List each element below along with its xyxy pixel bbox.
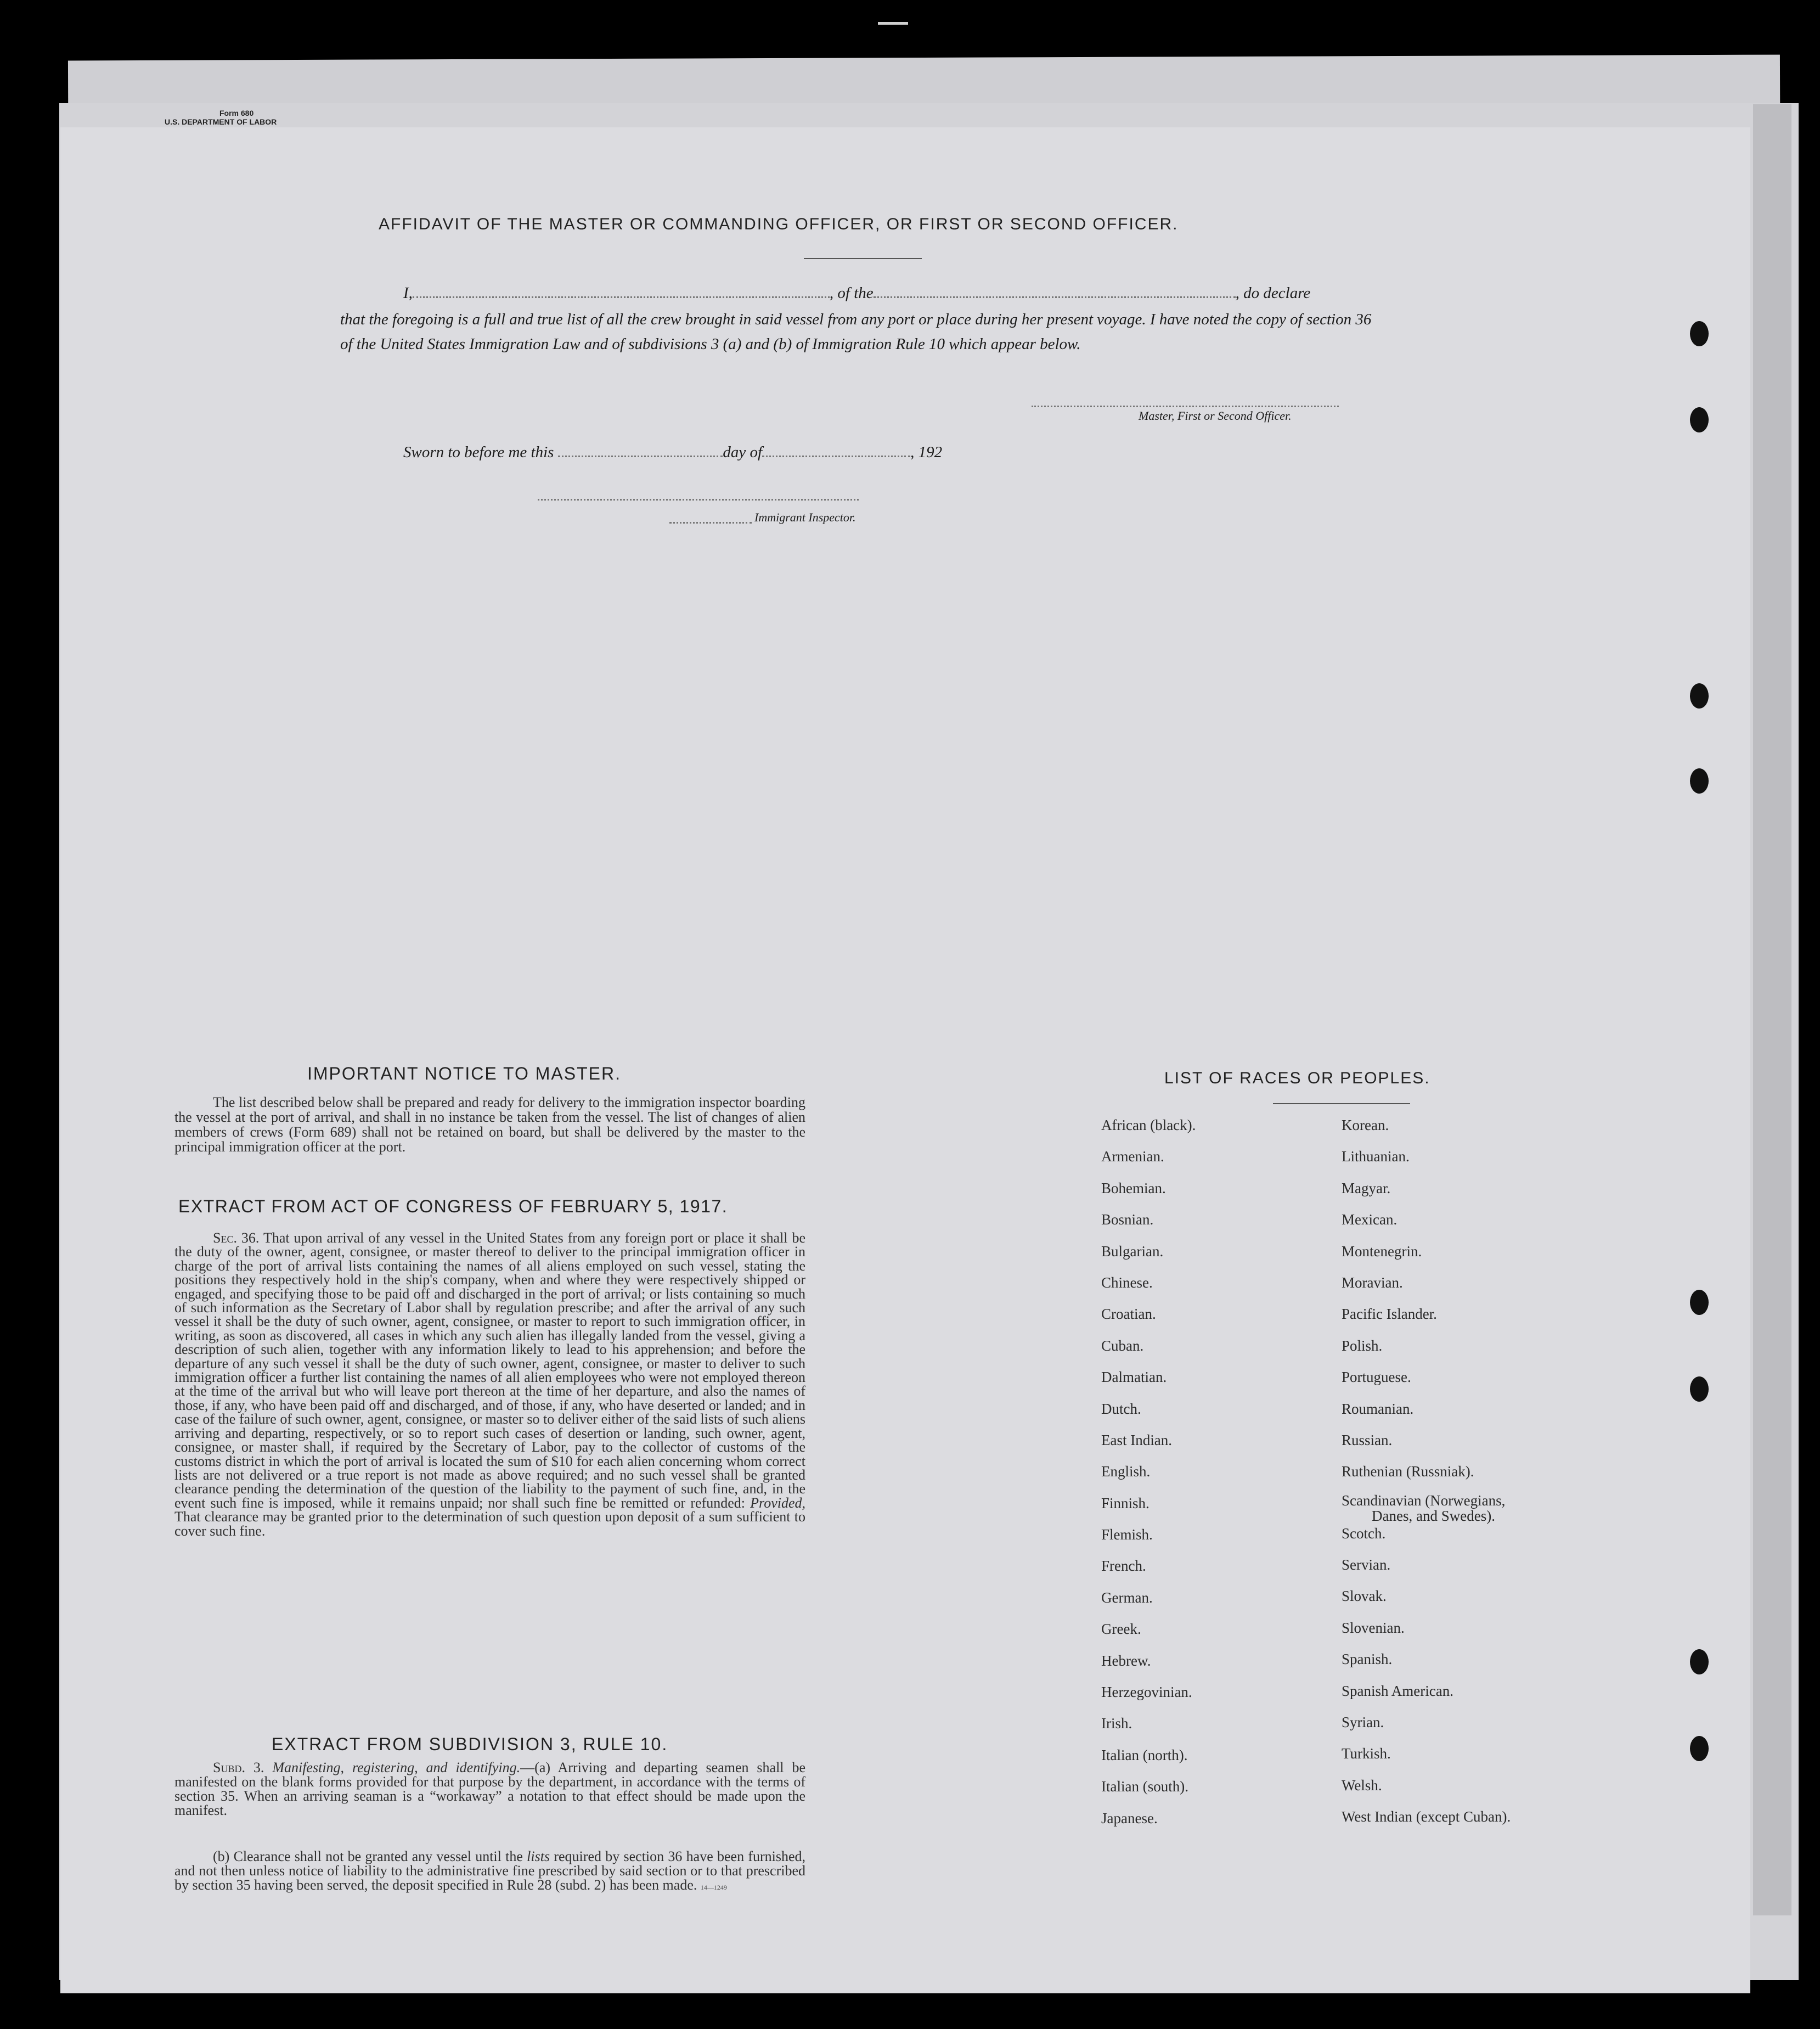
race-item: Pacific Islander. (1342, 1306, 1437, 1323)
race-item: Italian (south). (1101, 1778, 1188, 1795)
race-item: Bosnian. (1101, 1211, 1154, 1228)
sworn-day-field[interactable] (558, 455, 723, 457)
race-item: French. (1101, 1558, 1146, 1575)
page-edge (1753, 104, 1791, 1915)
race-item: Dutch. (1101, 1400, 1141, 1417)
subd-para-a: —(a) Arriving and departing seamen shall be manifested on the blank forms provided for that purpose by the department, in accordance with the terms of section 35. When an arriving seaman is a “workaway” a notation to that effect should be made upon the manifest. (174, 1760, 805, 1818)
punch-hole (1690, 321, 1709, 346)
race-item: Roumanian. (1342, 1400, 1414, 1417)
race-item: Turkish. (1342, 1745, 1391, 1762)
races-title-rule (1273, 1103, 1410, 1104)
race-item: Moravian. (1342, 1274, 1403, 1291)
race-item: Slovenian. (1342, 1619, 1405, 1636)
department-label: U.S. DEPARTMENT OF LABOR (165, 117, 277, 126)
subd-para-b-prefix: (b) Clearance shall not be granted any vessel until the (213, 1848, 523, 1864)
race-item: Mexican. (1342, 1211, 1398, 1228)
sworn-day-label: day of (723, 443, 763, 461)
race-item: Hebrew. (1101, 1652, 1151, 1669)
race-item: English. (1101, 1463, 1151, 1480)
inspector-label: Immigrant Inspector. (754, 510, 856, 524)
form-number: Form 680 (219, 109, 254, 117)
signature-label: Master, First or Second Officer. (1139, 409, 1292, 423)
vessel-name-field[interactable] (874, 296, 1236, 298)
race-item: Lithuanian. (1342, 1148, 1410, 1165)
punch-hole (1690, 407, 1709, 432)
sworn-year: , 192 (910, 443, 943, 461)
punch-hole (1690, 1376, 1709, 1402)
sworn-prefix: Sworn to before me this (403, 443, 554, 461)
race-item: Polish. (1342, 1337, 1383, 1354)
race-item: Slovak. (1342, 1588, 1387, 1605)
race-item: Ruthenian (Russniak). (1342, 1463, 1474, 1480)
declarant-prefix: I, (403, 284, 413, 302)
race-item: Flemish. (1101, 1526, 1153, 1543)
declarant-name-field[interactable] (413, 296, 830, 298)
inspector-signature-field[interactable] (538, 498, 859, 501)
scan-mark (878, 22, 908, 25)
signature-field[interactable] (1032, 405, 1339, 407)
act-extract-title: EXTRACT FROM ACT OF CONGRESS OF FEBRUARY 5, 1917. (178, 1196, 728, 1216)
race-item: Italian (north). (1101, 1746, 1188, 1763)
race-item: Finnish. (1101, 1494, 1150, 1511)
punch-hole (1690, 768, 1709, 794)
race-item: Montenegrin. (1342, 1243, 1422, 1260)
race-item: Irish. (1101, 1715, 1132, 1732)
notice-body: The list described below shall be prepared and ready for delivery to the immigration inspector boarding the vessel at the port of arrival, and shall in no instance be taken from the vessel. The list of changes of alien members of crews (Form 689) shall not be retained on board, but shall be delivered by the master to the principal immigration officer at the port. (174, 1094, 805, 1155)
race-item: Scandinavian (Norwegians, (1342, 1492, 1506, 1509)
declarant-suffix: , do declare (1235, 284, 1311, 302)
race-item: Servian. (1342, 1556, 1391, 1573)
race-item: Welsh. (1342, 1777, 1382, 1794)
inspector-dots (669, 521, 752, 524)
races-column-2 (1342, 1117, 1511, 1840)
section-36-text (174, 1231, 805, 1538)
race-item: Russian. (1342, 1431, 1393, 1448)
notice-title: IMPORTANT NOTICE TO MASTER. (307, 1064, 621, 1083)
punch-hole (1690, 683, 1709, 709)
rule-extract-title: EXTRACT FROM SUBDIVISION 3, RULE 10. (272, 1734, 668, 1754)
race-item: Dalmatian. (1101, 1369, 1167, 1386)
title-rule (804, 258, 922, 259)
race-item: German. (1101, 1589, 1153, 1606)
race-item: Syrian. (1342, 1714, 1384, 1731)
race-item: Croatian. (1101, 1306, 1156, 1323)
race-item: Spanish American. (1342, 1682, 1453, 1699)
race-item: Cuban. (1101, 1337, 1144, 1354)
section-label: Sec. 36. (213, 1230, 260, 1246)
subd-heading: Manifesting, registering, and identifying. (272, 1760, 521, 1775)
race-item: Bulgarian. (1101, 1243, 1164, 1260)
punch-hole (1690, 1649, 1709, 1674)
proviso-label: Provided, (750, 1494, 805, 1511)
subdivision-3-a (174, 1761, 805, 1818)
race-item: Bohemian. (1101, 1179, 1166, 1196)
sworn-month-field[interactable] (762, 455, 910, 457)
race-item: Magyar. (1342, 1179, 1391, 1196)
subd-para-b-rest: required by section 36 have been furnished, and not then unless notice of liability to the administrative fine prescribed by said section or to that prescribed by section 35 having been served, the deposit specified in Rule 28 (subd. 2) has been made. (174, 1848, 806, 1893)
race-item: Greek. (1101, 1621, 1141, 1638)
race-item: Chinese. (1101, 1274, 1153, 1291)
race-item: Armenian. (1101, 1148, 1164, 1165)
race-item: Portuguese. (1342, 1369, 1411, 1386)
race-item: Spanish. (1342, 1651, 1393, 1668)
punch-hole (1690, 1736, 1709, 1761)
race-item: Scotch. (1342, 1525, 1386, 1542)
race-item: East Indian. (1101, 1431, 1172, 1448)
declarant-line (403, 284, 1310, 302)
affidavit-title: AFFIDAVIT OF THE MASTER OR COMMANDING OFFICER, OR FIRST OR SECOND OFFICER. (379, 215, 1179, 233)
section-36-body: That upon arrival of any vessel in the United States from any foreign port or place it shall be the duty of the owner, agent, consignee, or master thereof to deliver to the principal immigration officer in charge of the port of arrival lists containing the names of all aliens employed on such vessel, stating the positions they respectively hold in the ship's company, when and where they were respectively shipped or engaged, and specifying those to be paid off and discharged in the port of arrival; or lists containing so much of such information as the Secretary of Labor shall by regulation prescribe; and after the arrival of any such vessel it shall be the duty of such owner, agent, consignee, or master to report to such immigration officer, in writing, as soon as discovered, all cases in which any such alien has illegally landed from the vessel, giving a description of such alien, together with any information likely to lead to his apprehension; and before the departure of any such vessel it shall be the duty of such owner, agent, consignee, or master to deliver to such immigration officer a further list containing the names of all alien employees who were not employed thereon at the time of the arrival but who will leave port thereon at the time of her departure, and also the names of those, if any, who have been paid off and discharged, and of those, if any, who have deserted or landed; and in case of the failure of such owner, agent, consignee, or master so to deliver either of the said lists of such aliens arriving and departing, respectively, or so to report such cases of desertion or landing, such owner, agent, consignee, or master shall, if required by the Secretary of Labor, pay to the collector of customs of the customs district in which the port of arrival is located the sum of $10 for each alien concerning whom correct lists are not delivered or a true report is not made as above required; and no such vessel shall be granted clearance pending the determination of the question of the liability to the payment of such fine, and, in the event such fine is imposed, while it remains unpaid; nor shall such fine be remitted or refunded: (174, 1230, 805, 1511)
subd-para-b-lists: lists (527, 1848, 550, 1864)
race-item-continued: Danes, and Swedes). (1372, 1507, 1495, 1524)
race-item: West Indian (except Cuban). (1342, 1808, 1511, 1825)
race-item: Korean. (1342, 1117, 1389, 1133)
affidavit-body: that the foregoing is a full and true list of all the crew brought in said vessel from any port or place during her present voyage. I have noted the copy of section 36 of the United States Immigration Law and of subdivisions 3 (a) and (b) of Immigration Rule 10 which appear below. (340, 311, 1372, 353)
subdivision-3-b (174, 1850, 805, 1895)
race-item: Japanese. (1101, 1809, 1158, 1826)
race-item: Herzegovinian. (1101, 1684, 1192, 1701)
proviso-text: That clearance may be granted prior to the determination of such question upon deposit of a sum sufficient to cover such fine. (174, 1509, 805, 1539)
declarant-mid: , of the (829, 284, 874, 302)
races-title: LIST OF RACES OR PEOPLES. (1164, 1069, 1430, 1087)
subd-label: Subd. 3. (213, 1760, 264, 1775)
races-column-1 (1101, 1117, 1196, 1841)
punch-hole (1690, 1290, 1709, 1315)
sworn-line (403, 443, 942, 462)
race-item: African (black). (1101, 1117, 1196, 1133)
print-code: 14—1249 (700, 1884, 727, 1891)
